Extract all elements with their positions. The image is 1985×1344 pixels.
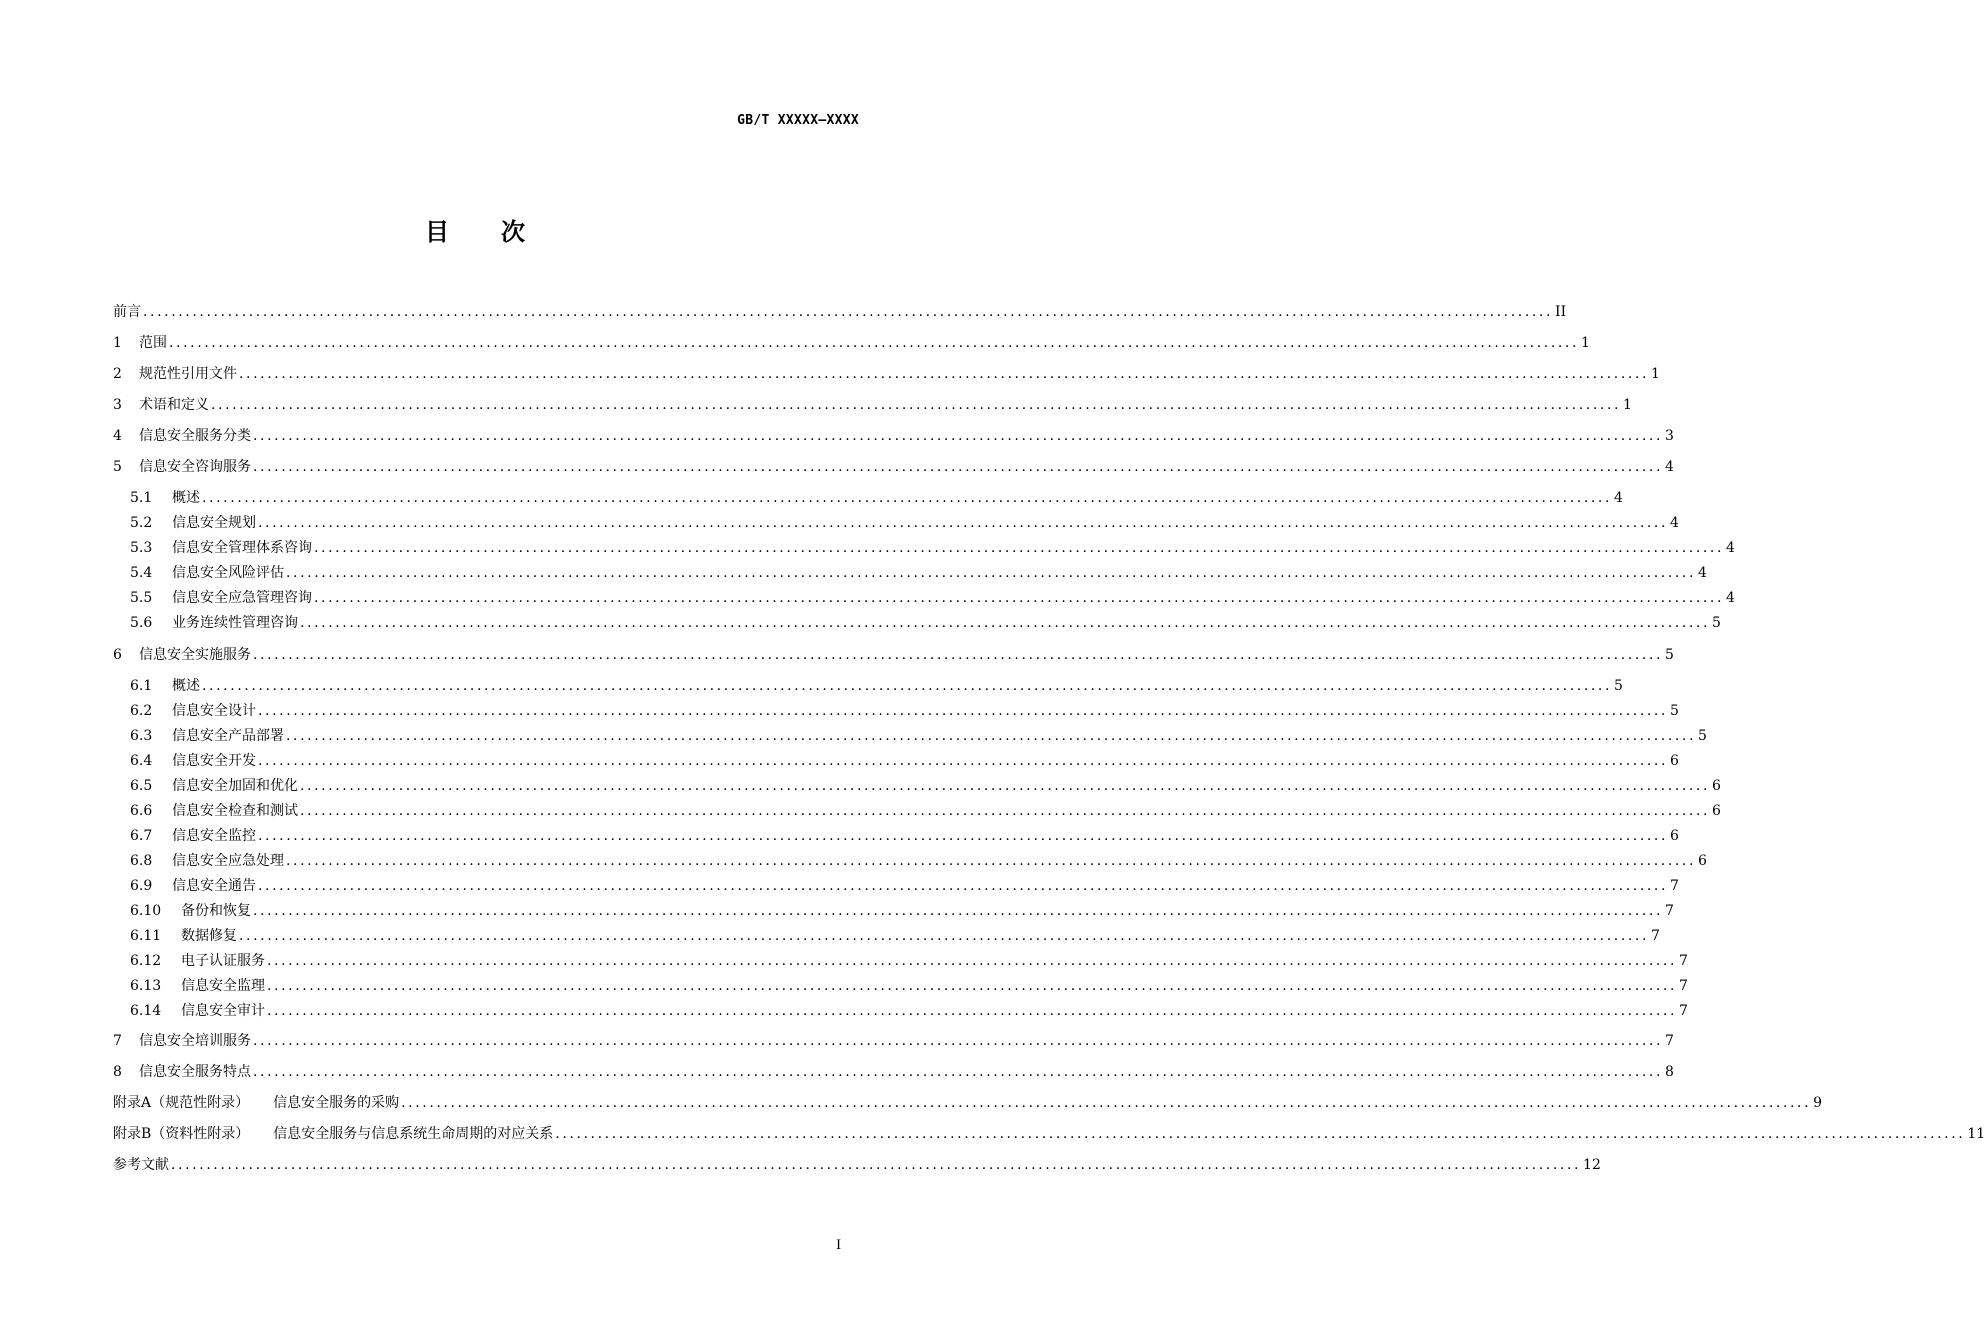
- toc-leader-dots: ........................................................................................................................................................................................................: [202, 678, 1613, 694]
- standard-code: GB/T XXXXX—XXXX: [737, 113, 859, 128]
- toc-entry[interactable]: [130, 1001, 1688, 1021]
- toc-entry-label: 业务连续性管理咨询: [172, 615, 298, 631]
- toc-entry-number: 5.1: [130, 490, 153, 506]
- toc-entry-number: 6.9: [130, 878, 153, 894]
- toc-entry-label: 参考文献: [113, 1157, 169, 1173]
- toc-entry-label: 信息安全服务的采购: [273, 1095, 400, 1111]
- toc-entry-label: 信息安全监理: [181, 978, 265, 994]
- toc-entry-label: 信息安全加固和优化: [172, 778, 298, 794]
- toc-entry-label: 信息安全管理体系咨询: [172, 540, 312, 556]
- toc-leader-dots: ........................................................................................................................................................................................................: [253, 903, 1664, 919]
- toc-entry-label: 信息安全风险评估: [172, 565, 284, 581]
- toc-leader-dots: ........................................................................................................................................................................................................: [258, 515, 1669, 531]
- toc-entry-number: 5.3: [130, 540, 153, 556]
- toc-entry-label: 数据修复: [181, 928, 237, 944]
- toc-leader-dots: ........................................................................................................................................................................................................: [169, 335, 1580, 351]
- toc-entry[interactable]: [113, 364, 1660, 384]
- toc-entry[interactable]: [130, 801, 1721, 821]
- toc-entry-number: 3: [113, 397, 122, 413]
- toc-entry-page: 6: [1670, 753, 1679, 769]
- toc-entry-label: 信息安全咨询服务: [139, 459, 251, 475]
- toc-leader-dots: ........................................................................................................................................................................................................: [555, 1126, 1966, 1142]
- toc-leader-dots: ........................................................................................................................................................................................................: [401, 1095, 1812, 1111]
- toc-entry-number: 6.1: [130, 678, 153, 694]
- toc-entry-number: 6.5: [130, 778, 153, 794]
- toc-entry-page: 7: [1665, 1033, 1674, 1049]
- toc-entry[interactable]: [130, 876, 1679, 896]
- toc-leader-dots: ........................................................................................................................................................................................................: [300, 803, 1711, 819]
- toc-entry-number: 1: [113, 335, 122, 351]
- toc-entry-page: 7: [1679, 953, 1688, 969]
- toc-entry-page: 1: [1651, 366, 1660, 382]
- toc-leader-dots: ........................................................................................................................................................................................................: [171, 1157, 1582, 1173]
- toc-entry-page: 6: [1670, 828, 1679, 844]
- toc-entry-page: 7: [1651, 928, 1660, 944]
- toc-entry-page: 1: [1623, 397, 1632, 413]
- toc-leader-dots: ........................................................................................................................................................................................................: [253, 459, 1664, 475]
- toc-entry-number: 附录A（规范性附录）: [113, 1095, 250, 1111]
- toc-title-char-2: 次: [501, 218, 525, 246]
- toc-entry-label: 电子认证服务: [181, 953, 265, 969]
- toc-leader-dots: ........................................................................................................................................................................................................: [267, 1003, 1678, 1019]
- toc-entry[interactable]: [130, 613, 1721, 633]
- toc-entry[interactable]: [113, 395, 1632, 415]
- toc-leader-dots: ........................................................................................................................................................................................................: [258, 753, 1669, 769]
- toc-title: [0, 212, 950, 247]
- toc-entry[interactable]: [113, 1155, 1601, 1175]
- toc-entry-page: 5: [1670, 703, 1679, 719]
- toc-entry-page: 9: [1813, 1095, 1823, 1111]
- toc-entry-label: 范围: [139, 335, 167, 351]
- toc-entry[interactable]: [113, 1062, 1674, 1082]
- toc-entry[interactable]: [113, 1124, 1985, 1144]
- page-number: I: [836, 1238, 842, 1253]
- toc-leader-dots: ........................................................................................................................................................................................................: [253, 1033, 1664, 1049]
- toc-entry[interactable]: [130, 901, 1674, 921]
- toc-entry-page: 12: [1583, 1157, 1601, 1173]
- toc-entry-page: 5: [1665, 647, 1674, 663]
- toc-entry-number: 6.4: [130, 753, 153, 769]
- toc-entry-number: 6.7: [130, 828, 153, 844]
- toc-leader-dots: ........................................................................................................................................................................................................: [286, 565, 1697, 581]
- toc-entry-number: 8: [113, 1064, 122, 1080]
- toc-entry-page: 4: [1726, 590, 1735, 606]
- toc-entry-label: 概述: [172, 490, 200, 506]
- toc-entry-number: 6.14: [130, 1003, 162, 1019]
- toc-entry-page: 5: [1698, 728, 1707, 744]
- toc-entry-label: 信息安全检查和测试: [172, 803, 298, 819]
- toc-entry-number: 6: [113, 647, 122, 663]
- toc-entry-page: 5: [1712, 615, 1721, 631]
- toc-entry-number: 5.2: [130, 515, 153, 531]
- toc-entry[interactable]: [113, 1031, 1674, 1051]
- toc-entry-page: 8: [1665, 1064, 1674, 1080]
- toc-entry[interactable]: [113, 302, 1567, 322]
- toc-entry-label: 信息安全应急管理咨询: [172, 590, 312, 606]
- toc-entry-number: 5.4: [130, 565, 153, 581]
- toc-entry-number: 5: [113, 459, 122, 475]
- toc-leader-dots: ........................................................................................................................................................................................................: [286, 853, 1697, 869]
- toc-entry-page: 6: [1698, 853, 1707, 869]
- toc-entry[interactable]: [113, 426, 1674, 446]
- toc-entry-label: 前言: [113, 304, 141, 320]
- toc-entry-number: 6.10: [130, 903, 162, 919]
- toc-entry[interactable]: [130, 826, 1679, 846]
- toc-entry[interactable]: [130, 976, 1688, 996]
- toc-entry[interactable]: [130, 563, 1707, 583]
- toc-entry-label: 信息安全规划: [172, 515, 256, 531]
- toc-title-char-1: 目: [425, 218, 449, 246]
- toc-entry-page: 3: [1665, 428, 1674, 444]
- toc-entry-label: 信息安全服务分类: [139, 428, 251, 444]
- toc-entry[interactable]: [113, 1093, 1823, 1113]
- toc-entry[interactable]: [113, 333, 1590, 353]
- toc-entry-label: 规范性引用文件: [139, 366, 237, 382]
- toc-leader-dots: ........................................................................................................................................................................................................: [253, 1064, 1664, 1080]
- toc-entry-page: 5: [1614, 678, 1623, 694]
- toc-entry-label: 信息安全产品部署: [172, 728, 284, 744]
- toc-entry-page: 11: [1967, 1126, 1985, 1142]
- toc-leader-dots: ........................................................................................................................................................................................................: [202, 490, 1613, 506]
- toc-entry-label: 信息安全服务特点: [139, 1064, 251, 1080]
- toc-leader-dots: ........................................................................................................................................................................................................: [211, 397, 1622, 413]
- toc-entry-label: 信息安全监控: [172, 828, 256, 844]
- toc-entry-number: 附录B（资料性附录）: [113, 1126, 250, 1142]
- toc-entry[interactable]: [130, 951, 1688, 971]
- toc-entry-number: 5.5: [130, 590, 153, 606]
- toc-entry-number: 6.11: [130, 928, 162, 944]
- toc-entry-page: 6: [1712, 778, 1721, 794]
- toc-entry-page: 7: [1670, 878, 1679, 894]
- toc-entry-page: 6: [1712, 803, 1721, 819]
- toc-entry-number: 2: [113, 366, 122, 382]
- toc-entry[interactable]: [113, 645, 1674, 665]
- toc-entry[interactable]: [130, 676, 1623, 696]
- toc-entry[interactable]: [130, 538, 1735, 558]
- toc-entry-page: 1: [1581, 335, 1590, 351]
- toc-entry-label: 信息安全设计: [172, 703, 256, 719]
- toc-leader-dots: ........................................................................................................................................................................................................: [314, 590, 1725, 606]
- toc-entry-label: 信息安全审计: [181, 1003, 265, 1019]
- toc-leader-dots: ........................................................................................................................................................................................................: [253, 428, 1664, 444]
- toc-entry-number: 6.8: [130, 853, 153, 869]
- toc-leader-dots: ........................................................................................................................................................................................................: [143, 304, 1554, 320]
- toc-leader-dots: ........................................................................................................................................................................................................: [239, 366, 1650, 382]
- toc-entry[interactable]: [130, 851, 1707, 871]
- toc-entry[interactable]: [130, 701, 1679, 721]
- toc-entry[interactable]: [130, 488, 1623, 508]
- toc-entry-label: 信息安全培训服务: [139, 1033, 251, 1049]
- toc-entry-label: 概述: [172, 678, 200, 694]
- toc-entry-page: 4: [1698, 565, 1707, 581]
- toc-entry[interactable]: [130, 776, 1721, 796]
- toc-entry-label: 信息安全服务与信息系统生命周期的对应关系: [273, 1126, 554, 1142]
- toc-leader-dots: ........................................................................................................................................................................................................: [253, 647, 1664, 663]
- toc-leader-dots: ........................................................................................................................................................................................................: [314, 540, 1725, 556]
- toc-entry-number: 6.12: [130, 953, 162, 969]
- toc-entry[interactable]: [130, 513, 1679, 533]
- toc-entry[interactable]: [130, 926, 1660, 946]
- toc-leader-dots: ........................................................................................................................................................................................................: [258, 828, 1669, 844]
- toc-entry-number: 5.6: [130, 615, 153, 631]
- toc-entry-page: II: [1555, 304, 1567, 320]
- toc-entry-page: 4: [1726, 540, 1735, 556]
- toc-entry-number: 6.6: [130, 803, 153, 819]
- toc-entry-label: 备份和恢复: [181, 903, 251, 919]
- toc-entry-number: 6.2: [130, 703, 153, 719]
- toc-entry-page: 7: [1665, 903, 1674, 919]
- toc-entry-label: 信息安全通告: [172, 878, 256, 894]
- toc-leader-dots: ........................................................................................................................................................................................................: [286, 728, 1697, 744]
- toc-entry-page: 7: [1679, 978, 1688, 994]
- toc-leader-dots: ........................................................................................................................................................................................................: [300, 778, 1711, 794]
- toc-entry-label: 信息安全应急处理: [172, 853, 284, 869]
- toc-entry[interactable]: [130, 588, 1735, 608]
- toc-leader-dots: ........................................................................................................................................................................................................: [258, 878, 1669, 894]
- toc-entry-number: 6.3: [130, 728, 153, 744]
- toc-entry-number: 6.13: [130, 978, 162, 994]
- toc-entry-page: 4: [1670, 515, 1679, 531]
- toc-entry-page: 4: [1614, 490, 1623, 506]
- toc-entry-label: 信息安全开发: [172, 753, 256, 769]
- toc-leader-dots: ........................................................................................................................................................................................................: [267, 953, 1678, 969]
- toc-entry[interactable]: [113, 457, 1674, 477]
- toc-entry[interactable]: [130, 726, 1707, 746]
- toc-entry[interactable]: [130, 751, 1679, 771]
- toc-leader-dots: ........................................................................................................................................................................................................: [258, 703, 1669, 719]
- toc-entry-page: 7: [1679, 1003, 1688, 1019]
- toc-entry-number: 4: [113, 428, 122, 444]
- toc-entry-page: 4: [1665, 459, 1674, 475]
- toc-leader-dots: ........................................................................................................................................................................................................: [267, 978, 1678, 994]
- toc-entry-number: 7: [113, 1033, 122, 1049]
- toc-entry-label: 术语和定义: [139, 397, 209, 413]
- toc-entry-label: 信息安全实施服务: [139, 647, 251, 663]
- toc-leader-dots: ........................................................................................................................................................................................................: [239, 928, 1650, 944]
- toc-leader-dots: ........................................................................................................................................................................................................: [300, 615, 1711, 631]
